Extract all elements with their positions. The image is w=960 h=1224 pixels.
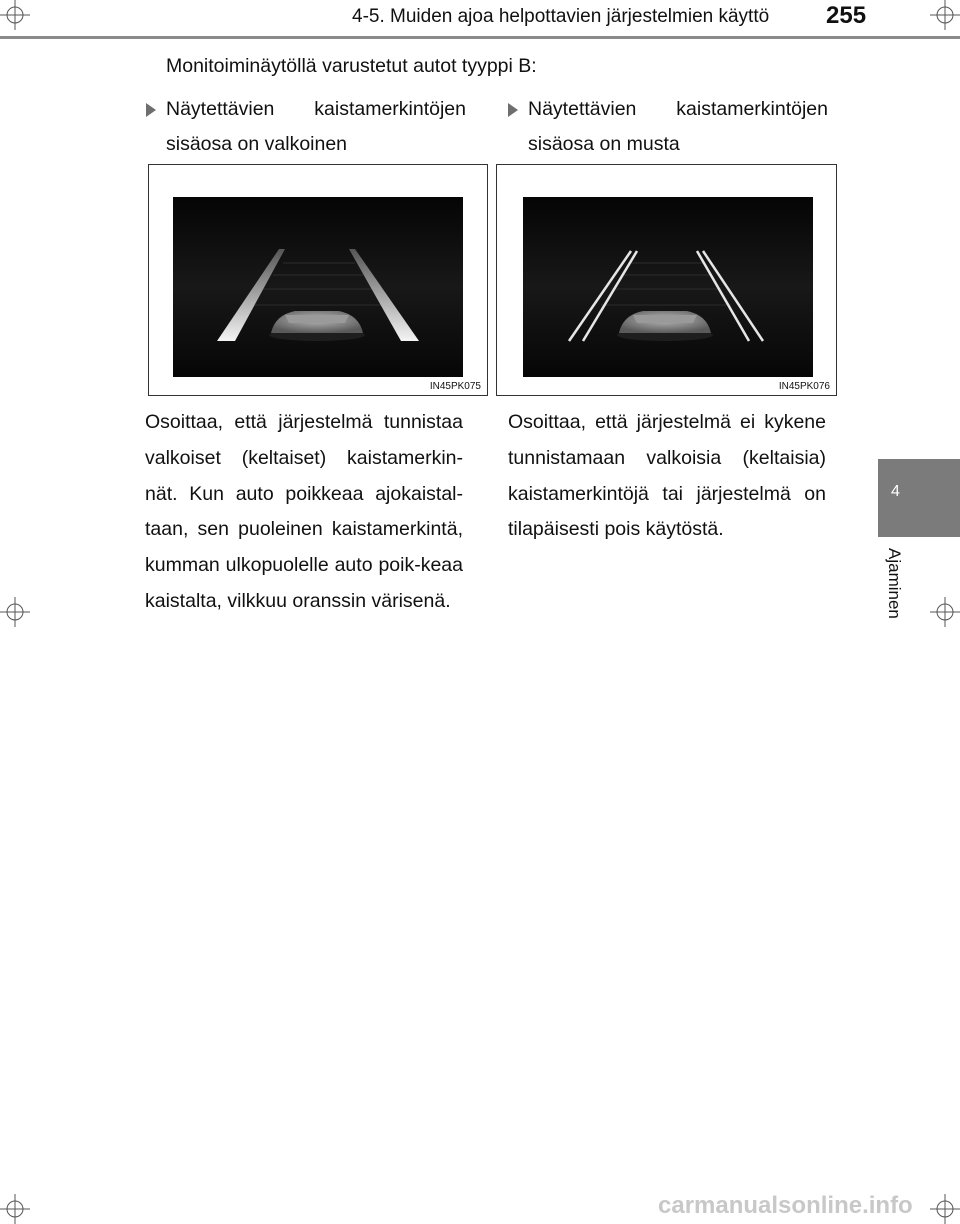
figure-code: IN45PK075 [429,381,481,392]
lane-display-illustration [497,165,836,395]
section-intro: Monitoiminäytöllä varustetut autot tyyppi B: [166,55,537,77]
option-black-inner [508,92,828,162]
header-divider [0,36,960,39]
figure-lane-display-white [148,164,488,396]
chapter-heading: 4-5. Muiden ajoa helpottavien järjestelmien käyttö [352,6,770,27]
crop-mark-icon [930,0,960,30]
lane-display-illustration [149,165,487,395]
bullet-arrow-icon [508,103,518,117]
chapter-tab-number: 4 [891,483,900,500]
bullet-arrow-icon [146,103,156,117]
figure-lane-display-black [496,164,837,396]
watermark: carmanualsonline.info [658,1192,913,1219]
crop-mark-icon [930,1194,960,1224]
option-heading: Näytettävien kaistamerkintöjen sisäosa on valkoinen [166,98,466,155]
option-description: Osoittaa, että järjestelmä ei kykene tunnistamaan valkoisia (keltaisia) kaistamerkintöjä tai järjestelmä on tilapäisesti pois käytöstä. [508,411,826,541]
crop-mark-icon [0,597,30,627]
figure-code: IN45PK076 [778,381,830,392]
option-heading: Näytettävien kaistamerkintöjen sisäosa on musta [528,98,828,155]
chapter-tab-label: Ajaminen [885,548,904,619]
option-description: Osoittaa, että järjestelmä tunnistaa valkoiset (keltaiset) kaistamerkin-nät. Kun auto poikkeaa ajokaistal-taan, sen puoleinen kaistamerkintä, kumman ulkopuolelle auto poik-keaa kaistalta, vilkkuu oranssin värisenä. [145,411,463,612]
crop-mark-icon [0,1194,30,1224]
option-white-inner [146,92,466,162]
page-number: 255 [826,2,867,29]
crop-mark-icon [0,0,30,30]
crop-mark-icon [930,597,960,627]
